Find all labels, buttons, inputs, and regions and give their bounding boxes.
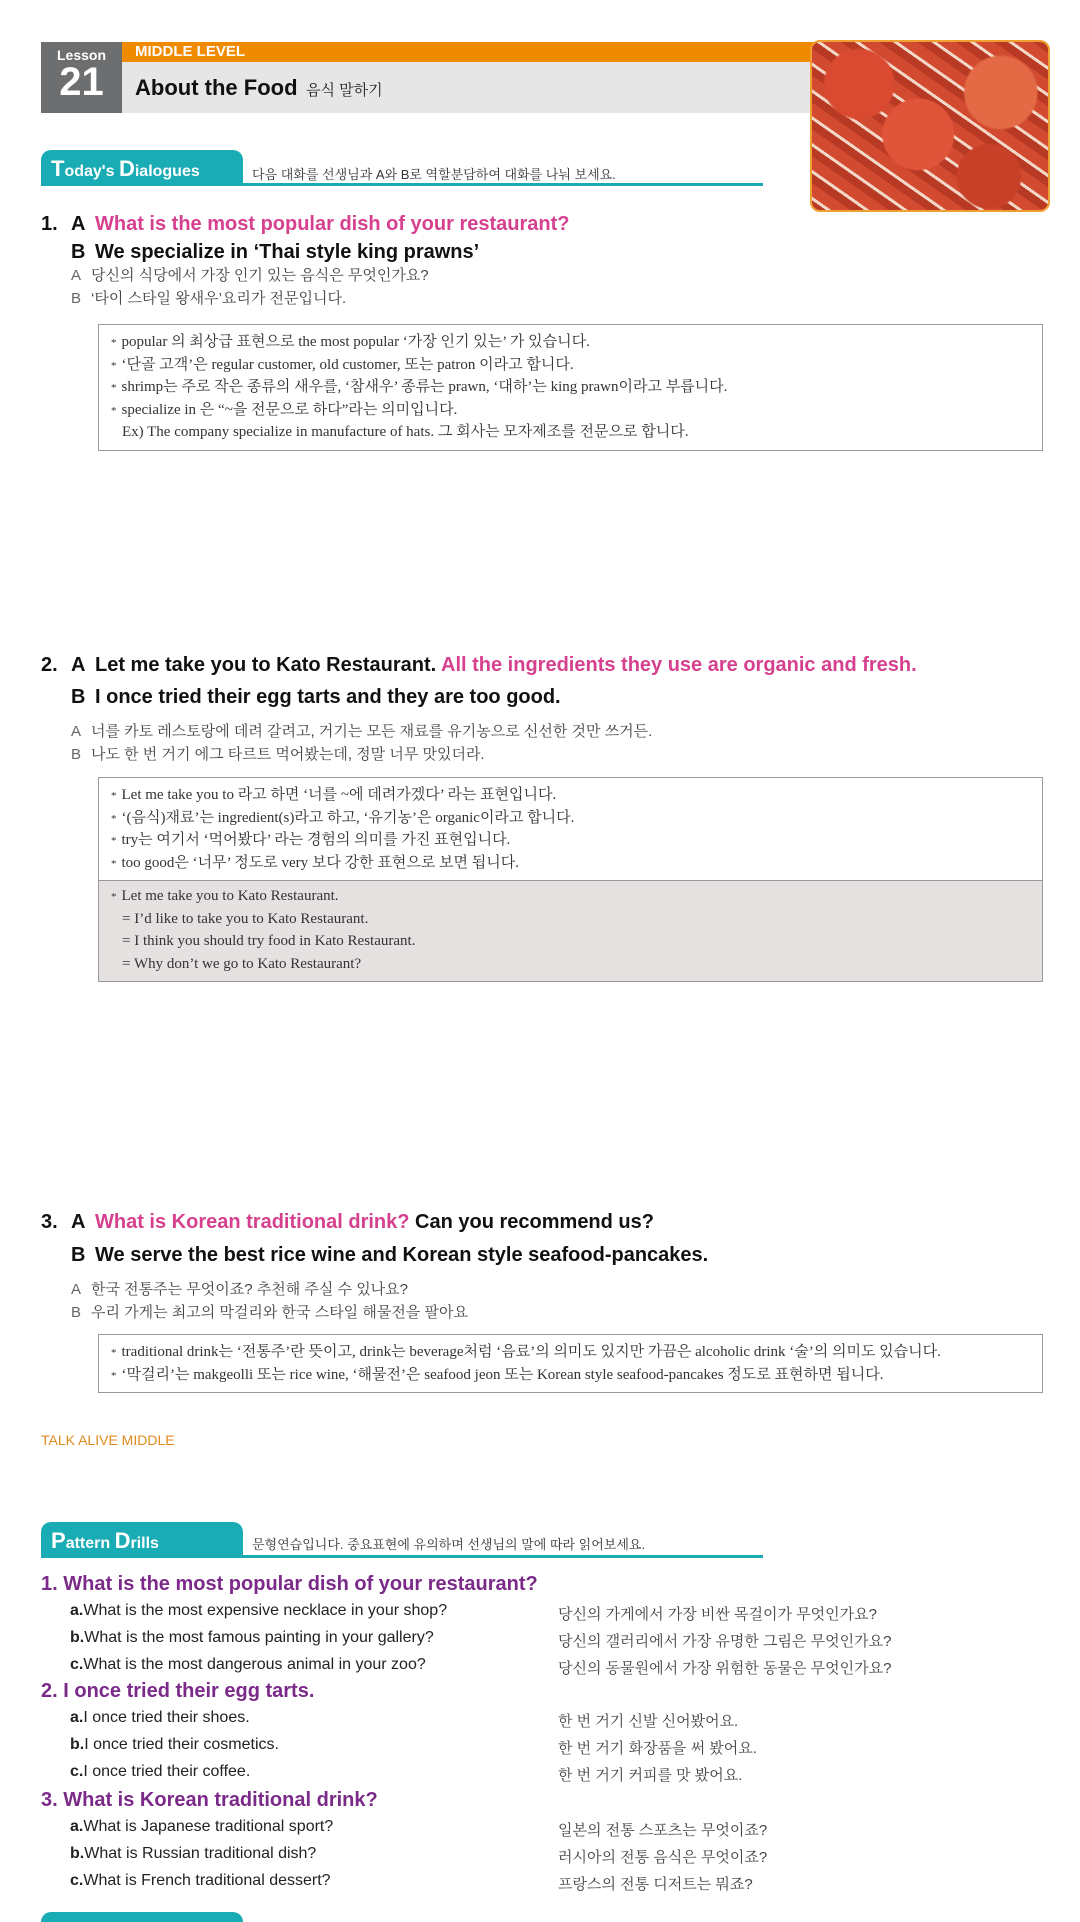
drill-item xyxy=(70,1709,250,1727)
spacer xyxy=(99,1386,1042,1392)
lesson-title: About the Food xyxy=(135,75,298,100)
note-line xyxy=(99,376,1042,399)
translation-text: 너를 카토 레스토랑에 데려 갈려고, 거기는 모든 재료를 유기농으로 신선한 것만 쓰거든. xyxy=(91,723,653,740)
drill-korean: 일본의 전통 스포츠는 무엇이죠? xyxy=(558,1822,768,1839)
line-b-text: We specialize in ‘Thai style king prawns’ xyxy=(95,241,480,263)
drill-letter: b. xyxy=(70,1629,85,1646)
drill-english: I once tried their coffee. xyxy=(83,1763,251,1780)
crab-photo xyxy=(810,40,1050,212)
note-marker: * xyxy=(111,835,117,847)
drill-korean: 당신의 갤러리에서 가장 유명한 그림은 무엇인가요? xyxy=(558,1633,892,1650)
dialogue-number: 1. xyxy=(41,213,58,235)
drill-item xyxy=(70,1763,250,1781)
drill-english: What is Japanese traditional sport? xyxy=(83,1818,334,1835)
drill-english: I once tried their cosmetics. xyxy=(84,1736,279,1753)
lesson-title-korean: 음식 말하기 xyxy=(305,82,383,99)
line-a-highlight: What is the most popular dish of your restaurant? xyxy=(95,213,570,235)
note-marker: * xyxy=(111,812,117,825)
translation-text: 우리 가게는 최고의 막걸리와 한국 스타일 해물전을 팔아요 xyxy=(91,1304,468,1321)
note-marker: * xyxy=(111,382,117,394)
note-marker: * xyxy=(111,359,117,372)
drill-korean: 당신의 동물원에서 가장 위험한 동물은 무엇인가요? xyxy=(558,1660,892,1677)
divider xyxy=(41,183,763,186)
note-text: specialize in 은 “~을 전문으로 하다”라는 의미입니다. xyxy=(121,401,458,418)
translation-text: ‘타이 스타일 왕새우’요리가 전문입니다. xyxy=(91,290,347,307)
note-line xyxy=(99,807,1042,830)
drill-item xyxy=(70,1629,434,1647)
korean-translation xyxy=(71,264,429,285)
lesson-label: Lesson xyxy=(56,47,106,63)
drill-item xyxy=(70,1872,331,1890)
drill-english: What is Russian traditional dish? xyxy=(84,1845,317,1862)
drill-heading: 2. I once tried their egg tarts. xyxy=(41,1680,315,1702)
drill-korean: 프랑스의 전통 디저트는 뭐죠? xyxy=(558,1876,753,1893)
note-marker: * xyxy=(111,857,117,870)
example-text: Ex) The company specialize in manufacture of hats. 그 회사는 모자제조를 전문으로 합니다. xyxy=(122,424,689,440)
note-text: too good은 ‘너무’ 정도로 very 보다 강한 표현으로 보면 됩니다. xyxy=(121,854,520,871)
note-line xyxy=(99,354,1042,377)
drill-letter: c. xyxy=(70,1656,84,1673)
dialogue-line-a xyxy=(41,654,917,677)
drill-letter: c. xyxy=(70,1763,84,1780)
note-line xyxy=(99,784,1042,807)
speaker-label: A xyxy=(71,267,82,284)
speaker-label: A xyxy=(71,723,82,740)
korean-translation xyxy=(71,287,346,308)
note-marker: * xyxy=(111,1347,117,1359)
line-a-text: Let me take you to Kato Restaurant. xyxy=(95,654,437,676)
note-text: ‘막걸리’는 makgeolli 또는 rice wine, ‘해물전’은 seafood jeon 또는 Korean style seafood-pancakes 정도로 표현하면 됩니다. xyxy=(121,1366,884,1383)
line-a-highlight: All the ingredients they use are organic and fresh. xyxy=(441,654,917,676)
note-line xyxy=(99,399,1042,422)
note-text: shrimp는 주로 작은 종류의 새우를, ‘참새우’ 종류는 prawn, ‘대하’는 king prawn이라고 부릅니다. xyxy=(121,379,728,395)
drill-heading: 3. What is Korean traditional drink? xyxy=(41,1789,378,1811)
drill-english: What is the most famous painting in your gallery? xyxy=(84,1629,434,1646)
note-text: traditional drink는 ‘전통주’란 뜻이고, drink는 beverage처럼 ‘음료’의 의미도 있지만 가끔은 alcoholic drink ‘술’의 의미도 있습니다. xyxy=(121,1344,941,1360)
note-marker: * xyxy=(111,790,117,802)
note-text: ‘단골 고객’은 regular customer, old customer, 또는 patron 이라고 합니다. xyxy=(121,356,574,373)
note-text: popular 의 최상급 표현으로 the most popular ‘가장 인기 있는’ 가 있습니다. xyxy=(121,334,590,350)
drill-english: What is the most expensive necklace in your shop? xyxy=(83,1602,448,1619)
drill-item xyxy=(70,1818,333,1836)
title-bar xyxy=(122,62,822,113)
spacer xyxy=(99,444,1042,450)
drill-item xyxy=(70,1845,316,1863)
speaker-a-label: A xyxy=(71,213,86,235)
drill-item xyxy=(70,1602,447,1620)
line-b-text: We serve the best rice wine and Korean style seafood-pancakes. xyxy=(95,1244,709,1266)
translation-text: 한국 전통주는 무엇이죠? 추천해 주실 수 있나요? xyxy=(91,1281,409,1298)
note-line xyxy=(99,1364,1042,1387)
line-a-text: Can you recommend us? xyxy=(415,1211,654,1233)
korean-translation xyxy=(71,720,652,741)
translation-text: 나도 한 번 거기 에그 타르트 먹어봤는데, 정말 너무 맛있더라. xyxy=(91,746,485,763)
speaker-b-label: B xyxy=(71,1244,86,1266)
lesson-number-box xyxy=(41,42,122,113)
korean-translation xyxy=(71,1278,408,1299)
speaker-b-label: B xyxy=(71,686,86,708)
note-line xyxy=(99,829,1042,852)
note-line xyxy=(99,852,1042,875)
alt-expression: = I think you should try food in Kato Restaurant. xyxy=(122,933,416,949)
alt-line xyxy=(99,885,1042,908)
korean-translation xyxy=(71,1301,468,1322)
drill-korean: 한 번 거기 커피를 맛 봤어요. xyxy=(558,1767,743,1784)
dialogue-line-b xyxy=(41,241,479,264)
drill-item xyxy=(70,1736,279,1754)
note-line xyxy=(99,331,1042,354)
footer-text: TALK ALIVE MIDDLE xyxy=(41,1432,175,1448)
korean-translation xyxy=(71,743,485,764)
speaker-label: A xyxy=(71,1281,82,1298)
drill-english: What is French traditional dessert? xyxy=(83,1872,331,1889)
drills-instruction: 문형연습입니다. 중요표현에 유의하며 선생님의 말에 따라 읽어보세요. xyxy=(252,1537,646,1552)
speaker-label: B xyxy=(71,746,82,763)
translation-text: 당신의 식당에서 가장 인기 있는 음식은 무엇인가요? xyxy=(91,267,429,284)
dialogue-number: 3. xyxy=(41,1211,58,1233)
drill-letter: b. xyxy=(70,1845,85,1862)
note-marker: * xyxy=(111,1369,117,1382)
drill-letter: a. xyxy=(70,1709,84,1726)
line-a-highlight: What is Korean traditional drink? xyxy=(95,1211,410,1233)
drill-english: I once tried their shoes. xyxy=(83,1709,250,1726)
drill-korean: 당신의 가게에서 가장 비싼 목걸이가 무엇인가요? xyxy=(558,1606,877,1623)
alt-line xyxy=(99,930,1042,953)
example-line xyxy=(99,421,1042,444)
note-line xyxy=(99,1341,1042,1364)
drill-letter: b. xyxy=(70,1736,85,1753)
dialogue-line-b xyxy=(41,686,561,709)
next-section-tab xyxy=(41,1912,243,1922)
drill-korean: 러시아의 전통 음식은 무엇이죠? xyxy=(558,1849,768,1866)
speaker-b-label: B xyxy=(71,241,86,263)
alt-expression: = I’d like to take you to Kato Restaurant. xyxy=(122,910,369,927)
note-marker: * xyxy=(111,891,117,903)
lesson-number: 21 xyxy=(59,60,104,104)
drill-korean: 한 번 거기 신발 신어봤어요. xyxy=(558,1713,739,1730)
speaker-a-label: A xyxy=(71,654,86,676)
drill-heading: 1. What is the most popular dish of your restaurant? xyxy=(41,1573,538,1595)
note-box xyxy=(98,324,1043,451)
note-box xyxy=(98,1334,1043,1393)
alt-line xyxy=(99,953,1042,976)
note-marker: * xyxy=(111,337,117,349)
pattern-drills-tab: Pattern Drills xyxy=(41,1522,243,1557)
line-b-text: I once tried their egg tarts and they are too good. xyxy=(95,686,561,708)
drill-letter: c. xyxy=(70,1872,84,1889)
level-bar: MIDDLE LEVEL xyxy=(122,42,822,62)
note-marker: * xyxy=(111,404,117,417)
dialogue-number: 2. xyxy=(41,654,58,676)
drill-item xyxy=(70,1656,426,1674)
dialogue-line-a xyxy=(41,213,569,236)
drill-korean: 한 번 거기 화장품을 써 봤어요. xyxy=(558,1740,757,1757)
drill-letter: a. xyxy=(70,1602,84,1619)
alt-expression: = Why don’t we go to Kato Restaurant? xyxy=(122,955,362,972)
speaker-label: B xyxy=(71,290,82,307)
alternative-expressions xyxy=(99,880,1042,981)
drill-english: What is the most dangerous animal in your zoo? xyxy=(83,1656,426,1673)
note-text: Let me take you to 라고 하면 ‘너를 ~에 데려가겠다’ 라는 표현입니다. xyxy=(121,787,557,803)
drill-letter: a. xyxy=(70,1818,84,1835)
speaker-label: B xyxy=(71,1304,82,1321)
dialogue-line-a xyxy=(41,1211,654,1234)
dialogue-line-b xyxy=(41,1244,708,1267)
todays-dialogues-tab: Today's Dialogues xyxy=(41,150,243,185)
divider xyxy=(41,1555,763,1558)
note-text: try는 여기서 ‘먹어봤다’ 라는 경험의 의미를 가진 표현입니다. xyxy=(121,832,511,848)
alt-line xyxy=(99,908,1042,931)
dialogues-instruction: 다음 대화를 선생님과 A와 B로 역할분담하여 대화를 나눠 보세요. xyxy=(252,167,616,182)
note-box xyxy=(98,777,1043,982)
speaker-a-label: A xyxy=(71,1211,86,1233)
note-text: ‘(음식)재료’는 ingredient(s)라고 하고, ‘유기농’은 organic이라고 합니다. xyxy=(121,809,575,826)
key-expression: Let me take you to Kato Restaurant. xyxy=(121,888,339,904)
